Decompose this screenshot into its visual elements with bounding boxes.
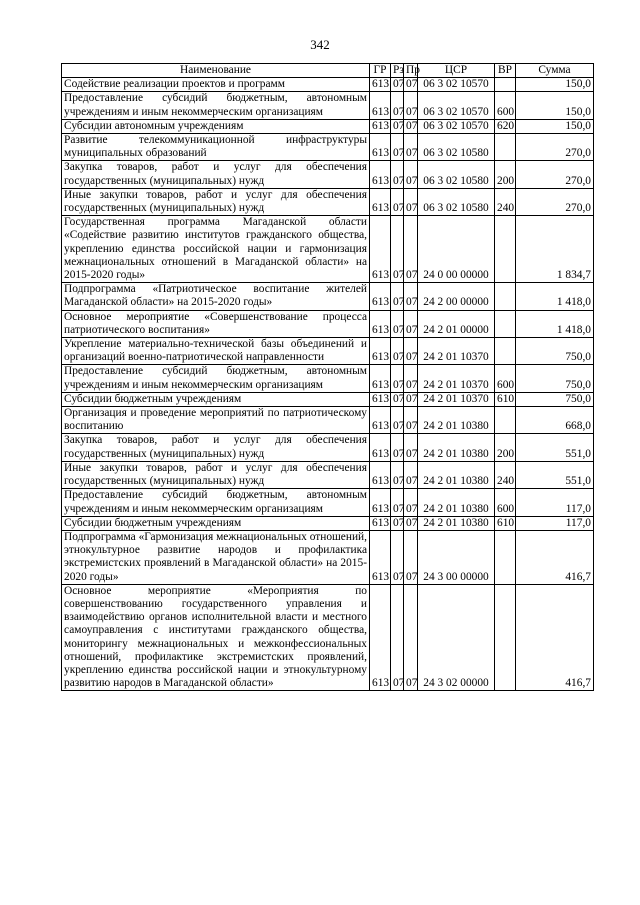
cell-pr: 07 [404, 530, 418, 584]
column-header-vr: ВР [495, 64, 516, 78]
cell-gr: 613 [370, 365, 391, 392]
cell-rz: 07 [391, 119, 404, 133]
cell-pr: 07 [404, 584, 418, 691]
cell-pr: 07 [404, 392, 418, 406]
cell-name: Иные закупки товаров, работ и услуг для обеспечения государственных (муниципальных) нужд [62, 188, 370, 215]
cell-rz: 07 [391, 392, 404, 406]
cell-rz: 07 [391, 434, 404, 461]
table-row [62, 489, 594, 516]
cell-sum: 270,0 [516, 188, 594, 215]
cell-pr: 07 [404, 310, 418, 337]
cell-csr: 24 2 01 10380 [418, 516, 495, 530]
cell-vr: 600 [495, 92, 516, 119]
cell-csr: 24 2 01 10380 [418, 461, 495, 488]
cell-name: Закупка товаров, работ и услуг для обеспечения государственных (муниципальных) нужд [62, 161, 370, 188]
cell-pr: 07 [404, 134, 418, 161]
table-row [62, 134, 594, 161]
cell-sum: 150,0 [516, 92, 594, 119]
cell-sum: 750,0 [516, 338, 594, 365]
cell-rz: 07 [391, 407, 404, 434]
table-row [62, 283, 594, 310]
cell-vr [495, 134, 516, 161]
cell-rz: 07 [391, 92, 404, 119]
cell-rz: 07 [391, 283, 404, 310]
cell-name: Организация и проведение мероприятий по патриотическому воспитанию [62, 407, 370, 434]
cell-vr [495, 584, 516, 691]
cell-sum: 750,0 [516, 365, 594, 392]
cell-gr: 613 [370, 188, 391, 215]
cell-csr: 24 2 01 10380 [418, 434, 495, 461]
cell-rz: 07 [391, 338, 404, 365]
cell-sum: 668,0 [516, 407, 594, 434]
cell-gr: 613 [370, 338, 391, 365]
table-row [62, 310, 594, 337]
cell-sum: 150,0 [516, 119, 594, 133]
cell-csr: 24 2 01 10370 [418, 338, 495, 365]
cell-sum: 117,0 [516, 516, 594, 530]
cell-csr: 24 2 01 10380 [418, 407, 495, 434]
cell-pr: 07 [404, 407, 418, 434]
column-header-pr: Пр [404, 64, 418, 78]
cell-sum: 150,0 [516, 78, 594, 92]
cell-pr: 07 [404, 78, 418, 92]
cell-vr: 200 [495, 434, 516, 461]
cell-gr: 613 [370, 530, 391, 584]
table-row [62, 530, 594, 584]
cell-csr: 24 3 00 00000 [418, 530, 495, 584]
cell-sum: 416,7 [516, 584, 594, 691]
cell-gr: 613 [370, 283, 391, 310]
cell-rz: 07 [391, 365, 404, 392]
cell-name: Закупка товаров, работ и услуг для обеспечения государственных (муниципальных) нужд [62, 434, 370, 461]
cell-sum: 750,0 [516, 392, 594, 406]
cell-name: Содействие реализации проектов и программ [62, 78, 370, 92]
cell-csr: 24 2 00 00000 [418, 283, 495, 310]
cell-csr: 06 3 02 10570 [418, 78, 495, 92]
cell-name: Подпрограмма «Патриотическое воспитание жителей Магаданской области» на 2015-2020 годы» [62, 283, 370, 310]
cell-vr [495, 530, 516, 584]
cell-gr: 613 [370, 216, 391, 283]
cell-vr: 610 [495, 516, 516, 530]
cell-pr: 07 [404, 365, 418, 392]
cell-vr [495, 216, 516, 283]
column-header-sum: Сумма [516, 64, 594, 78]
table-row [62, 461, 594, 488]
cell-name: Субсидии бюджетным учреждениям [62, 516, 370, 530]
cell-rz: 07 [391, 161, 404, 188]
cell-csr: 06 3 02 10580 [418, 134, 495, 161]
cell-vr: 240 [495, 188, 516, 215]
cell-csr: 06 3 02 10570 [418, 92, 495, 119]
table-row [62, 161, 594, 188]
cell-csr: 06 3 02 10570 [418, 119, 495, 133]
column-header-name: Наименование [62, 64, 370, 78]
cell-vr: 200 [495, 161, 516, 188]
cell-rz: 07 [391, 516, 404, 530]
cell-gr: 613 [370, 516, 391, 530]
cell-csr: 24 2 01 10380 [418, 489, 495, 516]
cell-name: Предоставление субсидий бюджетным, автономным учреждениям и иным некоммерческим организациям [62, 489, 370, 516]
cell-rz: 07 [391, 188, 404, 215]
table-row [62, 188, 594, 215]
cell-gr: 613 [370, 92, 391, 119]
cell-gr: 613 [370, 584, 391, 691]
cell-vr: 610 [495, 392, 516, 406]
cell-pr: 07 [404, 119, 418, 133]
cell-rz: 07 [391, 584, 404, 691]
cell-csr: 06 3 02 10580 [418, 161, 495, 188]
cell-name: Подпрограмма «Гармонизация межнациональных отношений, этнокультурное развитие народов и профилактика экстремистских проявлений в Магаданской области» на 2015-2020 годы» [62, 530, 370, 584]
cell-rz: 07 [391, 461, 404, 488]
cell-vr [495, 338, 516, 365]
table-row [62, 338, 594, 365]
cell-name: Субсидии бюджетным учреждениям [62, 392, 370, 406]
page-number: 342 [310, 37, 330, 52]
table-row [62, 392, 594, 406]
cell-gr: 613 [370, 407, 391, 434]
cell-name: Иные закупки товаров, работ и услуг для обеспечения государственных (муниципальных) нужд [62, 461, 370, 488]
cell-csr: 06 3 02 10580 [418, 188, 495, 215]
cell-sum: 1 418,0 [516, 310, 594, 337]
cell-vr: 620 [495, 119, 516, 133]
cell-gr: 613 [370, 119, 391, 133]
budget-table [61, 63, 594, 691]
cell-pr: 07 [404, 92, 418, 119]
table-row [62, 407, 594, 434]
cell-pr: 07 [404, 216, 418, 283]
cell-gr: 613 [370, 392, 391, 406]
cell-name: Предоставление субсидий бюджетным, автономным учреждениям и иным некоммерческим организациям [62, 92, 370, 119]
column-header-gr: ГР [370, 64, 391, 78]
cell-rz: 07 [391, 489, 404, 516]
table-row [62, 516, 594, 530]
table-row [62, 92, 594, 119]
cell-rz: 07 [391, 530, 404, 584]
cell-gr: 613 [370, 78, 391, 92]
cell-gr: 613 [370, 489, 391, 516]
cell-sum: 551,0 [516, 461, 594, 488]
cell-vr [495, 407, 516, 434]
cell-vr: 600 [495, 489, 516, 516]
table-row [62, 584, 594, 691]
cell-pr: 07 [404, 489, 418, 516]
table-row [62, 119, 594, 133]
cell-sum: 1 834,7 [516, 216, 594, 283]
cell-csr: 24 2 01 10370 [418, 365, 495, 392]
cell-pr: 07 [404, 161, 418, 188]
cell-rz: 07 [391, 216, 404, 283]
cell-pr: 07 [404, 461, 418, 488]
cell-name: Предоставление субсидий бюджетным, автономным учреждениям и иным некоммерческим организациям [62, 365, 370, 392]
cell-sum: 1 418,0 [516, 283, 594, 310]
column-header-csr: ЦСР [418, 64, 495, 78]
table-row [62, 216, 594, 283]
cell-name: Субсидии автономным учреждениям [62, 119, 370, 133]
cell-csr: 24 2 01 00000 [418, 310, 495, 337]
cell-pr: 07 [404, 434, 418, 461]
cell-gr: 613 [370, 434, 391, 461]
cell-pr: 07 [404, 338, 418, 365]
cell-sum: 117,0 [516, 489, 594, 516]
table-row [62, 434, 594, 461]
cell-vr [495, 78, 516, 92]
cell-rz: 07 [391, 78, 404, 92]
table-row [62, 365, 594, 392]
table-header-row [62, 64, 594, 78]
cell-vr [495, 310, 516, 337]
cell-name: Основное мероприятие «Совершенствование процесса патриотического воспитания» [62, 310, 370, 337]
cell-gr: 613 [370, 134, 391, 161]
cell-vr: 600 [495, 365, 516, 392]
cell-pr: 07 [404, 188, 418, 215]
cell-name: Государственная программа Магаданской области «Содействие развитию институтов гражданского общества, укреплению единства российской нации и гармонизация межнациональных отношений в Магаданской области» на 2015-2020 годы» [62, 216, 370, 283]
cell-csr: 24 3 02 00000 [418, 584, 495, 691]
cell-gr: 613 [370, 310, 391, 337]
column-header-rz: Рз [391, 64, 404, 78]
cell-sum: 416,7 [516, 530, 594, 584]
cell-csr: 24 2 01 10370 [418, 392, 495, 406]
cell-name: Развитие телекоммуникационной инфраструктуры муниципальных образований [62, 134, 370, 161]
cell-name: Основное мероприятие «Мероприятия по совершенствованию государственного управления и взаимодействию органов исполнительной власти и местного самоуправления с институтами гражданского общества, мониторингу межнациональных и межконфессиональных отношений, профилактике экстремистских проявлений, укреплению единства российской нации и этнокультурному развитию народов в Магаданской области» [62, 584, 370, 691]
cell-vr [495, 283, 516, 310]
cell-vr: 240 [495, 461, 516, 488]
cell-rz: 07 [391, 310, 404, 337]
cell-name: Укрепление материально-технической базы объединений и организаций военно-патриотической направленности [62, 338, 370, 365]
cell-sum: 270,0 [516, 161, 594, 188]
cell-sum: 551,0 [516, 434, 594, 461]
cell-gr: 613 [370, 461, 391, 488]
cell-pr: 07 [404, 516, 418, 530]
cell-gr: 613 [370, 161, 391, 188]
cell-pr: 07 [404, 283, 418, 310]
cell-csr: 24 0 00 00000 [418, 216, 495, 283]
cell-rz: 07 [391, 134, 404, 161]
cell-sum: 270,0 [516, 134, 594, 161]
table-row [62, 78, 594, 92]
